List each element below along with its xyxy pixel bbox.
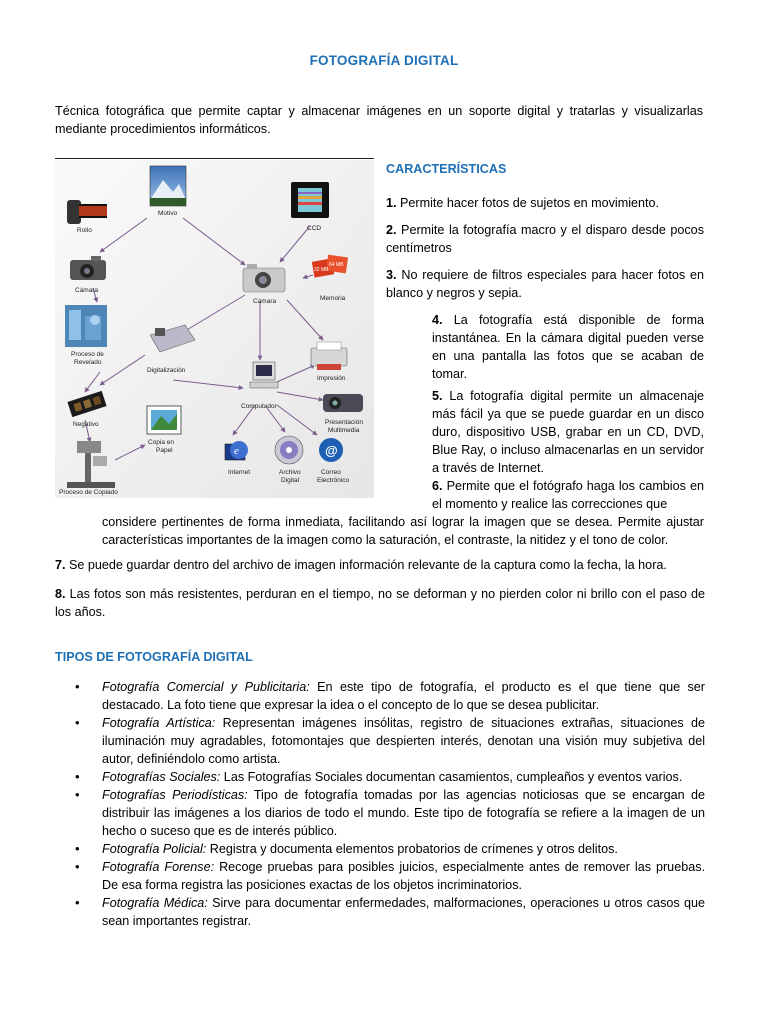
label-computador: Computador bbox=[241, 403, 277, 410]
svg-text:@: @ bbox=[325, 443, 338, 458]
label-rollo: Rollo bbox=[77, 227, 92, 234]
figure-top-rule bbox=[55, 158, 374, 159]
characteristic-item-3: 3. No requiere de filtros especiales para hacer fotos en blanco y negros y sepia. bbox=[386, 268, 704, 300]
list-item: • Fotografía Forense: Recoge pruebas para posibles juicios, especialmente antes de remover las pruebas. De esa forma registra las posiciones exactas de los objetos incriminatorios. bbox=[55, 858, 705, 894]
label-correo-1: Correo bbox=[321, 469, 341, 476]
paper-print-image bbox=[147, 406, 181, 434]
cd-disc-icon bbox=[275, 436, 303, 464]
characteristic-item-6: 6. Permite que el fotógrafo haga los cambios en el momento y realice las correcciones que bbox=[432, 479, 704, 511]
label-proceso-revelado-1: Proceso de bbox=[71, 351, 104, 358]
intro-paragraph: Técnica fotográfica que permite captar y almacenar imágenes en un soporte digital y tratarlas y visualizarlas mediante procedimientos informáticos. bbox=[55, 104, 703, 136]
label-motivo: Motivo bbox=[158, 210, 178, 217]
internet-icon bbox=[225, 441, 248, 460]
label-proceso-copiado: Proceso de Copiado bbox=[59, 489, 118, 496]
list-item: • Fotografía Policial: Registra y documenta elementos probatorios de crímenes y otros delitos. bbox=[55, 840, 705, 858]
list-item: • Fotografía Artística: Representan imágenes insólitas, registro de situaciones extrañas, situaciones de iluminación muy agradables, fotomontajes que despierten interés, denotan una visión muy subjetiva del autor, definiéndolo como artista. bbox=[55, 714, 705, 768]
label-copia-papel-1: Copia en bbox=[148, 439, 175, 446]
digital-camera-icon bbox=[243, 264, 285, 292]
projector-icon bbox=[323, 394, 363, 412]
label-camara-film: Cámara bbox=[75, 287, 99, 294]
svg-text:e: e bbox=[234, 445, 239, 457]
list-item: • Fotografía Médica: Sirve para documentar enfermedades, malformaciones, operaciones u otros casos que sean importantes registrar. bbox=[55, 894, 705, 930]
characteristic-item-2: 2. Permite la fotografía macro y el disparo desde pocos centímetros bbox=[386, 223, 704, 255]
types-list bbox=[55, 678, 705, 930]
diagram-svg bbox=[55, 160, 374, 498]
label-digitalizacion: Digitalización bbox=[147, 367, 186, 374]
developing-process-image bbox=[65, 305, 107, 347]
label-proceso-revelado-2: Revelado bbox=[74, 359, 102, 366]
label-archivo-digital-2: Digital bbox=[281, 477, 300, 484]
memory-card-1-label: 32 MB bbox=[314, 267, 329, 273]
characteristics-heading: CARACTERÍSTICAS bbox=[386, 162, 507, 176]
types-heading: TIPOS DE FOTOGRAFÍA DIGITAL bbox=[55, 650, 253, 664]
label-presentacion-2: Multimedia bbox=[328, 427, 360, 434]
label-presentacion-1: Presentación bbox=[325, 419, 363, 426]
label-archivo-digital-1: Archivo bbox=[279, 469, 301, 476]
label-correo-2: Electrónico bbox=[317, 477, 350, 484]
characteristic-item-6-continuation: considere pertinentes de forma inmediata, facilitando así lograr la imagen que se desea. Permite ajustar características importantes de la imagen como la saturación, el contraste, la nitidez y el tono de color. bbox=[102, 515, 704, 547]
characteristic-item-8: 8. Las fotos son más resistentes, perduran en el tiempo, no se deforman y no pierden color ni brillo con el paso de los años. bbox=[55, 587, 705, 619]
email-icon bbox=[319, 438, 343, 462]
page-title: FOTOGRAFÍA DIGITAL bbox=[309, 53, 459, 68]
label-memoria: Memoria bbox=[320, 295, 346, 302]
characteristic-item-4: 4. La fotografía está disponible de forma instantánea. En la cámara digital pueden verse en una pantalla las fotos que se acaban de tomar. bbox=[432, 313, 704, 381]
list-item: • Fotografías Periodísticas: Tipo de fotografía tomadas por las agencias noticiosas que se encargan de distribuir las imágenes a los diarios de todo el mundo. Este tipo de fotografía se refiere a la imagen de un hecho o suceso que es de interés público. bbox=[55, 786, 705, 840]
label-internet: Internet bbox=[228, 469, 251, 476]
characteristic-item-5: 5. La fotografía digital permite un almacenaje más fácil ya que se puede guardar en un disco duro, dispositivo USB, grabar en un CD, DVD, Blue Ray, o incluso almacenarlas en un servidor a través de Internet. bbox=[432, 389, 704, 475]
list-item: • Fotografía Comercial y Publicitaria: En este tipo de fotografía, el producto es el que tiene que ser destacado. La foto tiene que expresar la idea o el concepto de lo que se desea publicitar. bbox=[55, 678, 705, 714]
label-negativo: Negativo bbox=[73, 421, 99, 428]
label-copia-papel-2: Papel bbox=[156, 447, 173, 454]
label-camara-digital: Cámara bbox=[253, 298, 277, 305]
subject-landscape-image bbox=[150, 166, 186, 206]
memory-card-2-label: 64 MB bbox=[329, 262, 344, 268]
ccd-sensor-icon bbox=[291, 182, 329, 218]
label-ccd: CCD bbox=[307, 225, 322, 232]
label-impresion: Impresión bbox=[317, 375, 346, 382]
list-item: • Fotografías Sociales: Las Fotografías Sociales documentan casamientos, cumpleaños y eventos varios. bbox=[55, 768, 705, 786]
digital-photography-diagram bbox=[55, 158, 374, 498]
characteristic-item-1: 1. Permite hacer fotos de sujetos en movimiento. bbox=[386, 196, 660, 210]
computer-icon bbox=[250, 362, 278, 388]
characteristic-item-7: 7. Se puede guardar dentro del archivo de imagen información relevante de la captura como la fecha, la hora. bbox=[55, 558, 667, 572]
